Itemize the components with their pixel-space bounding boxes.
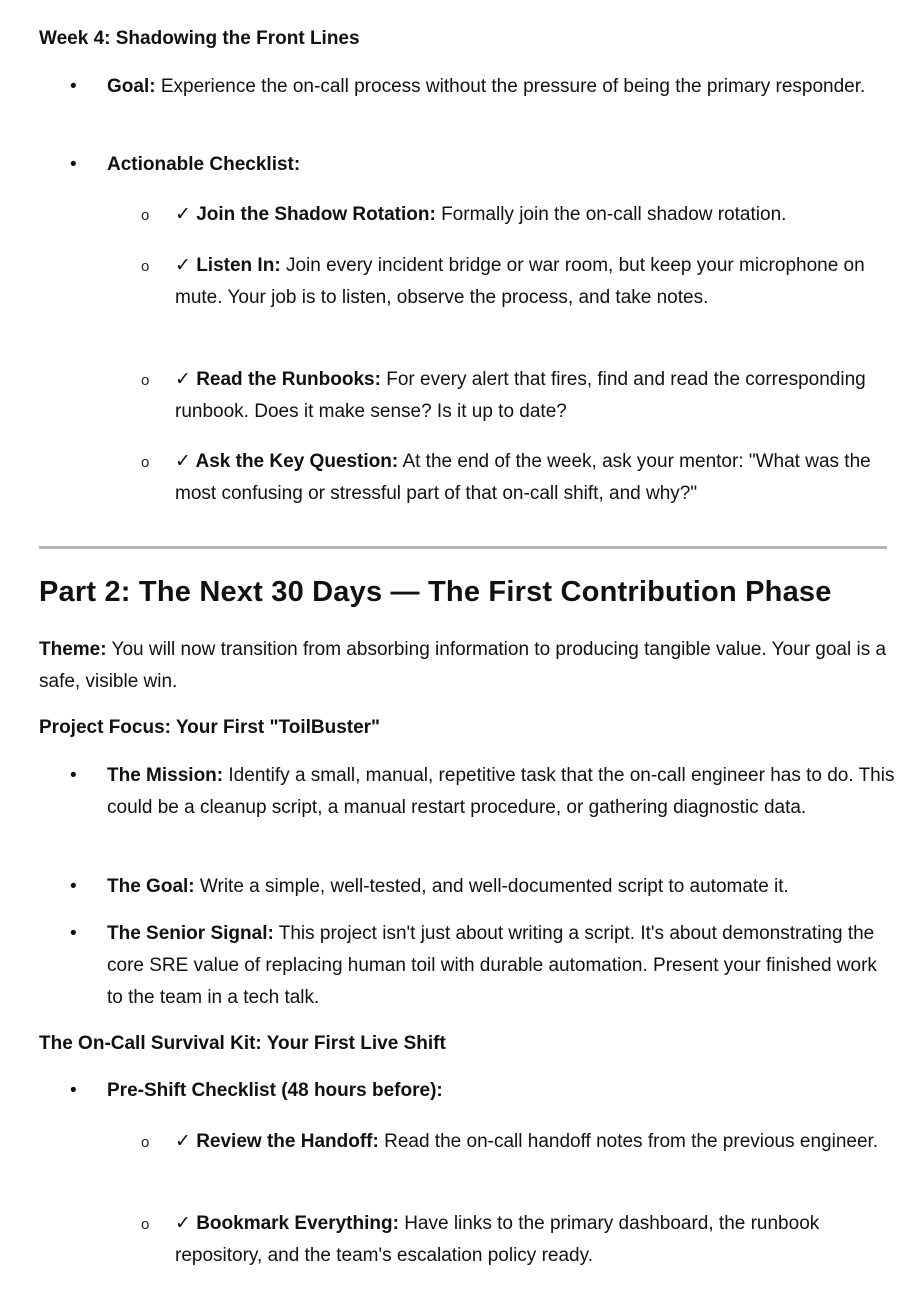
item-text: At the end of the week, ask your mentor: "What was the most confusing or stressful part of that on-call shift, and why?": [175, 451, 871, 504]
theme-paragraph: [39, 634, 889, 698]
item-label: ✓ Bookmark Everything:: [175, 1213, 399, 1234]
bullet-dot: •: [70, 1080, 77, 1101]
checklist-label: Actionable Checklist:: [107, 154, 301, 175]
checklist-bullet: [70, 149, 897, 181]
sub-bullet: o: [141, 454, 150, 471]
project-focus-heading: Project Focus: Your First "ToilBuster": [39, 717, 381, 738]
preshift-item: [141, 1126, 890, 1158]
checklist-item: [141, 446, 890, 510]
section-divider: [39, 546, 887, 549]
preshift-bullet: [70, 1075, 897, 1107]
project-bullet: [70, 918, 897, 1014]
project-text: Write a simple, well-tested, and well-documented script to automate it.: [199, 876, 789, 897]
bullet-dot: •: [70, 923, 77, 944]
item-text: For every alert that fires, find and read the corresponding runbook. Does it make sense? Is it up to date?: [175, 369, 866, 422]
item-label: ✓ Join the Shadow Rotation:: [175, 204, 436, 225]
item-text: Join every incident bridge or war room, but keep your microphone on mute. Your job is to listen, observe the process, and take notes.: [175, 255, 865, 308]
item-text: Have links to the primary dashboard, the runbook repository, and the team's escalation policy ready.: [175, 1213, 820, 1266]
project-label: The Goal:: [107, 876, 195, 897]
sub-bullet: o: [141, 258, 150, 275]
bullet-dot: •: [70, 876, 77, 897]
week4-heading: Week 4: Shadowing the Front Lines: [39, 28, 360, 49]
project-bullet: [70, 871, 897, 903]
project-text: This project isn't just about writing a script. It's about demonstrating the core SRE value of replacing human toil with durable automation. Present your finished work to the team in a tech talk.: [107, 923, 877, 1008]
theme-text: You will now transition from absorbing information to producing tangible value. Your goal is a safe, visible win.: [39, 639, 887, 692]
item-label: ✓ Ask the Key Question:: [175, 451, 399, 472]
bullet-dot: •: [70, 76, 77, 97]
project-text: Identify a small, manual, repetitive task that the on-call engineer has to do. This could be a cleanup script, a manual restart procedure, or gathering diagnostic data.: [107, 765, 895, 818]
preshift-item: [141, 1208, 890, 1272]
preshift-label: Pre-Shift Checklist (48 hours before):: [107, 1080, 443, 1101]
project-label: The Senior Signal:: [107, 923, 274, 944]
goal-label: Goal:: [107, 76, 156, 97]
item-text: Formally join the on-call shadow rotation.: [441, 204, 787, 225]
goal-bullet: [70, 71, 897, 103]
checklist-item: [141, 199, 890, 231]
sub-bullet: o: [141, 1216, 150, 1233]
checklist-item: [141, 250, 890, 314]
sub-bullet: o: [141, 372, 150, 389]
bullet-dot: •: [70, 765, 77, 786]
item-label: ✓ Review the Handoff:: [175, 1131, 379, 1152]
part2-heading: Part 2: The Next 30 Days — The First Contribution Phase: [39, 576, 832, 608]
theme-label: Theme:: [39, 639, 107, 660]
sub-bullet: o: [141, 207, 150, 224]
project-bullet: [70, 760, 897, 824]
item-label: ✓ Read the Runbooks:: [175, 369, 381, 390]
item-text: Read the on-call handoff notes from the previous engineer.: [384, 1131, 879, 1152]
checklist-item: [141, 364, 890, 428]
survival-kit-heading: The On-Call Survival Kit: Your First Live Shift: [39, 1033, 446, 1054]
project-label: The Mission:: [107, 765, 224, 786]
item-label: ✓ Listen In:: [175, 255, 281, 276]
bullet-dot: •: [70, 154, 77, 175]
sub-bullet: o: [141, 1134, 150, 1151]
goal-text: Experience the on-call process without the pressure of being the primary responder.: [160, 76, 866, 97]
